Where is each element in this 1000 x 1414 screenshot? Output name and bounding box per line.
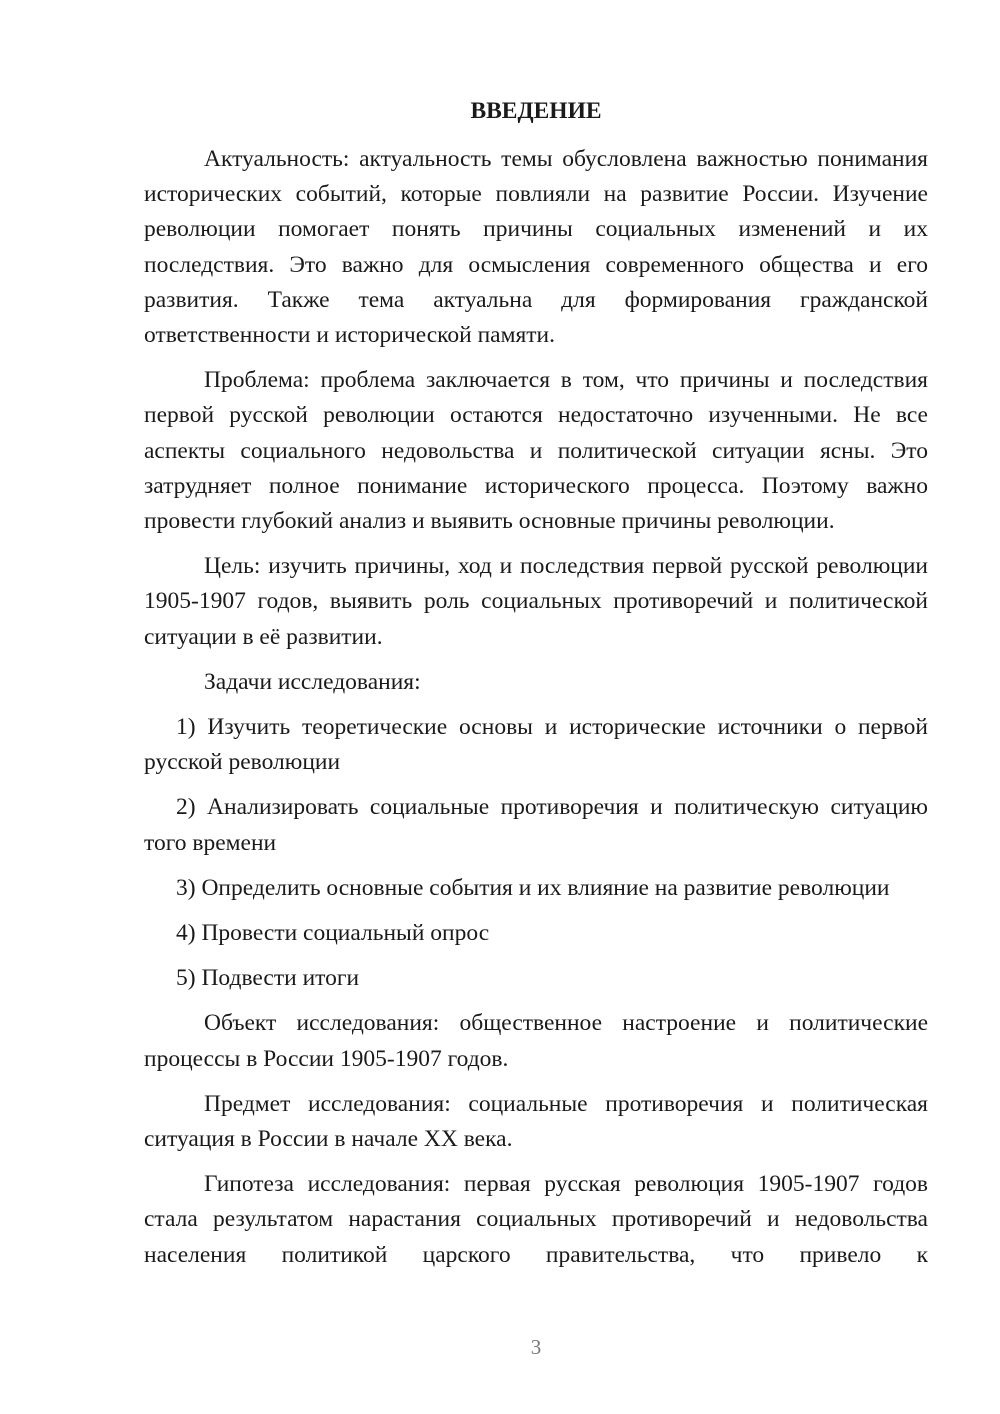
- paragraph-relevance: Актуальность: актуальность темы обусловлена важностью понимания исторических событий, которые повлияли на развитие России. Изучение революции помогает понять причины социальных изменений и их последствия. Это важно для осмысления современного общества и его развития. Также тема актуальна для формирования гражданской ответственности и исторической памяти.: [144, 146, 928, 349]
- body-text: [144, 142, 928, 1273]
- paragraph-subject: Предмет исследования: социальные противоречия и политическая ситуация в России в начале XX века.: [144, 1090, 928, 1153]
- section-title: ВВЕДЕНИЕ: [470, 98, 602, 124]
- page-number: 3: [530, 1335, 542, 1359]
- paragraph-hypothesis: Гипотеза исследования: первая русская революция 1905-1907 годов стала результатом нарастания социальных противоречий и недовольства населения политикой царского правительства, что привело к: [144, 1171, 928, 1268]
- paragraph-tasks-heading: Задачи исследования:: [204, 668, 421, 695]
- paragraph-object: Объект исследования: общественное настроение и политические процессы в России 1905-1907 годов.: [144, 1010, 928, 1072]
- task-item-3: 3) Определить основные события и их влияние на развитие революции: [176, 874, 890, 901]
- task-item-4: 4) Провести социальный опрос: [176, 920, 490, 947]
- task-item-2: 2) Анализировать социальные противоречия и политическую ситуацию того времени: [144, 794, 928, 856]
- paragraph-problem: Проблема: проблема заключается в том, что причины и последствия первой русской революции остаются недостаточно изученными. Не все аспекты социального недовольства и политической ситуации ясны. Это затрудняет полное понимание исторического процесса. Поэтому важно провести глубокий анализ и выявить основные причины революции.: [144, 367, 928, 535]
- task-item-1: 1) Изучить теоретические основы и исторические источники о первой русской революции: [144, 714, 928, 776]
- paragraph-goal: Цель: изучить причины, ход и последствия первой русской революции 1905-1907 годов, выявить роль социальных противоречий и политической ситуации в её развитии.: [144, 553, 928, 650]
- task-item-5: 5) Подвести итоги: [176, 965, 360, 992]
